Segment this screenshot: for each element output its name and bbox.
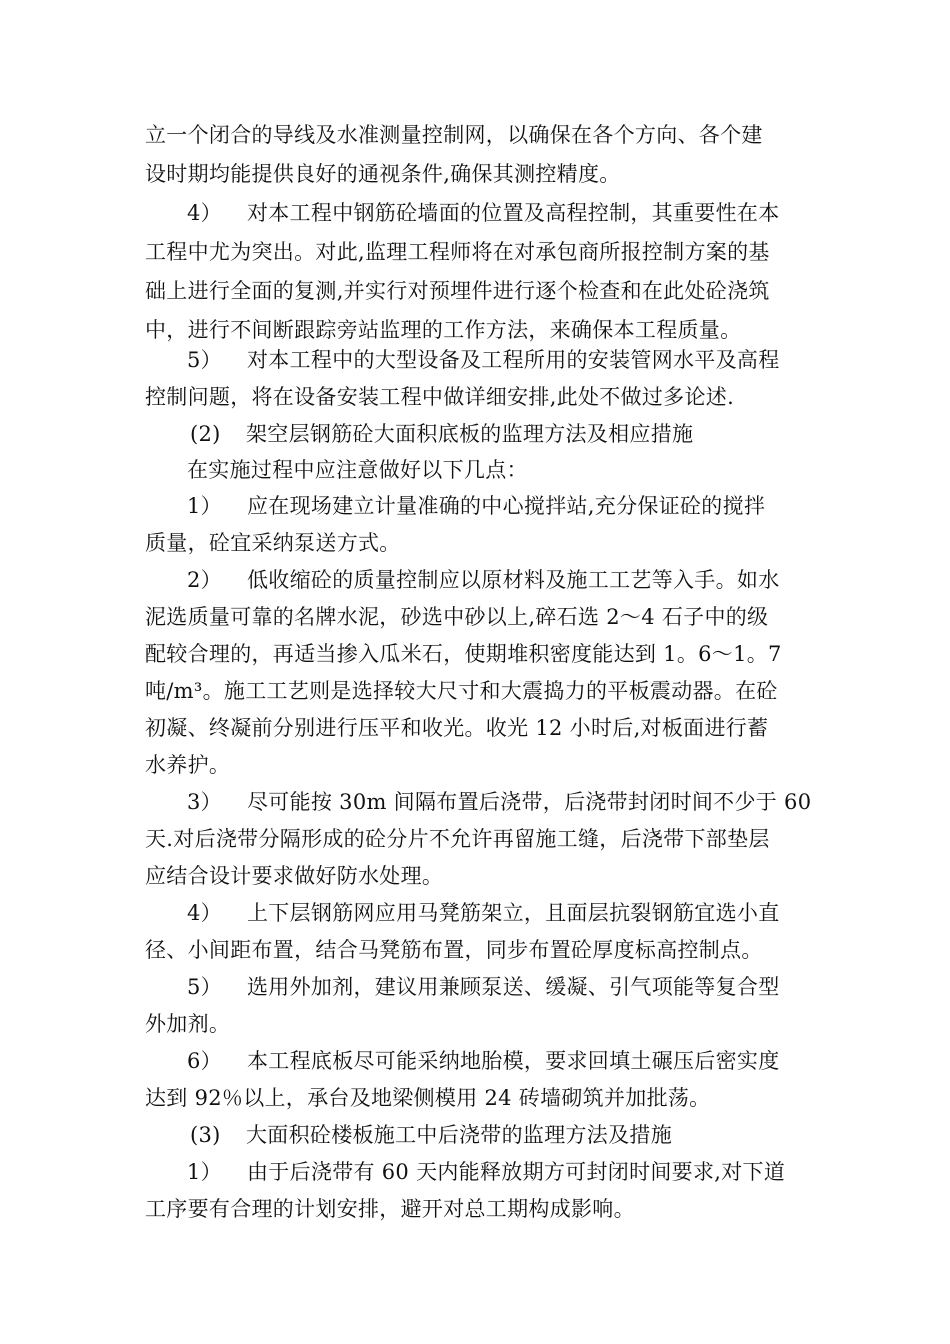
list-item-number: 4） — [187, 901, 222, 925]
paragraph-line: 天.对后浇带分隔形成的砼分片不允许再留施工缝，后浇带下部垫层 — [145, 827, 770, 851]
list-item-line: 6） 本工程底板尽可能采纳地胎模，要求回填土碾压后密实度 — [187, 1046, 780, 1076]
paragraph-line: 立一个闭合的导线及水准测量控制网，以确保在各个方向、各个建 — [145, 123, 763, 147]
paragraph-line: 达到 92％以上，承台及地梁侧模用 24 砖墙砌筑并加批荡。 — [145, 1086, 711, 1110]
paragraph-line: 泥选质量可靠的名牌水泥，砂选中砂以上,碎石选 2～4 石子中的级 — [145, 605, 769, 629]
list-item-line: 5） 选用外加剂，建议用兼顾泵送、缓凝、引气项能等复合型 — [187, 972, 780, 1002]
list-item-line: 3） 尽可能按 30m 间隔布置后浇带，后浇带封闭时间不少于 60 — [187, 787, 811, 817]
list-item-line: 4） 对本工程中钢筋砼墙面的位置及高程控制，其重要性在本 — [187, 198, 780, 228]
paragraph-line: 应结合设计要求做好防水处理。 — [145, 864, 444, 888]
paragraph-line: 水养护。 — [145, 753, 231, 777]
paragraph-line: 设时期均能提供良好的通视条件,确保其测控精度。 — [145, 162, 621, 186]
list-item-line: 4） 上下层钢筋网应用马凳筋架立，且面层抗裂钢筋宜选小直 — [187, 898, 780, 928]
section-heading: (3) 大面积砼楼板施工中后浇带的监理方法及措施 — [190, 1120, 672, 1150]
paragraph-line: 外加剂。 — [145, 1012, 231, 1036]
list-item-number: 2） — [187, 568, 222, 592]
paragraph-line: 控制问题，将在设备安装工程中做详细安排,此处不做过多论述. — [145, 385, 735, 409]
paragraph-line: 中，进行不间断跟踪旁站监理的工作方法，来确保本工程质量。 — [145, 318, 742, 342]
list-item-number: 1） — [187, 494, 222, 518]
list-item-number: 3） — [187, 790, 222, 814]
section-number: (3) — [190, 1123, 221, 1147]
list-item-line: 1） 由于后浇带有 60 天内能释放期方可封闭时间要求,对下道 — [187, 1157, 785, 1187]
list-item-number: 1） — [187, 1160, 222, 1184]
list-item-line: 2） 低收缩砼的质量控制应以原材料及施工工艺等入手。如水 — [187, 565, 780, 595]
list-item-line: 5） 对本工程中的大型设备及工程所用的安装管网水平及高程 — [187, 345, 780, 375]
paragraph-line: 吨/m³。施工工艺则是选择较大尺寸和大震捣力的平板震动器。在砼 — [145, 679, 778, 703]
list-item-number: 4） — [187, 201, 222, 225]
section-number: (2) — [190, 422, 221, 446]
paragraph-line: 础上进行全面的复测,并实行对预埋件进行逐个检查和在此处砼浇筑 — [145, 279, 770, 303]
paragraph-line: 配较合理的，再适当掺入瓜米石，使期堆积密度能达到 1。6～1。7 — [145, 642, 782, 666]
section-heading: (2) 架空层钢筋砼大面积底板的监理方法及相应措施 — [190, 419, 693, 449]
list-item-line: 1） 应在现场建立计量准确的中心搅拌站,充分保证砼的搅拌 — [187, 491, 765, 521]
paragraph-line: 质量，砼宜采纳泵送方式。 — [145, 531, 401, 555]
paragraph-line: 工序要有合理的计划安排，避开对总工期构成影响。 — [145, 1197, 635, 1221]
list-item-number: 6） — [187, 1049, 222, 1073]
paragraph-line: 工程中尤为突出。对此,监理工程师将在对承包商所报控制方案的基 — [145, 240, 770, 264]
list-item-number: 5） — [187, 348, 222, 372]
paragraph-line: 在实施过程中应注意做好以下几点： — [187, 458, 528, 482]
paragraph-line: 径、小间距布置，结合马凳筋布置，同步布置砼厚度标高控制点。 — [145, 938, 763, 962]
paragraph-line: 初凝、终凝前分别进行压平和收光。收光 12 小时后,对板面进行蓄 — [145, 716, 769, 740]
list-item-number: 5） — [187, 975, 222, 999]
